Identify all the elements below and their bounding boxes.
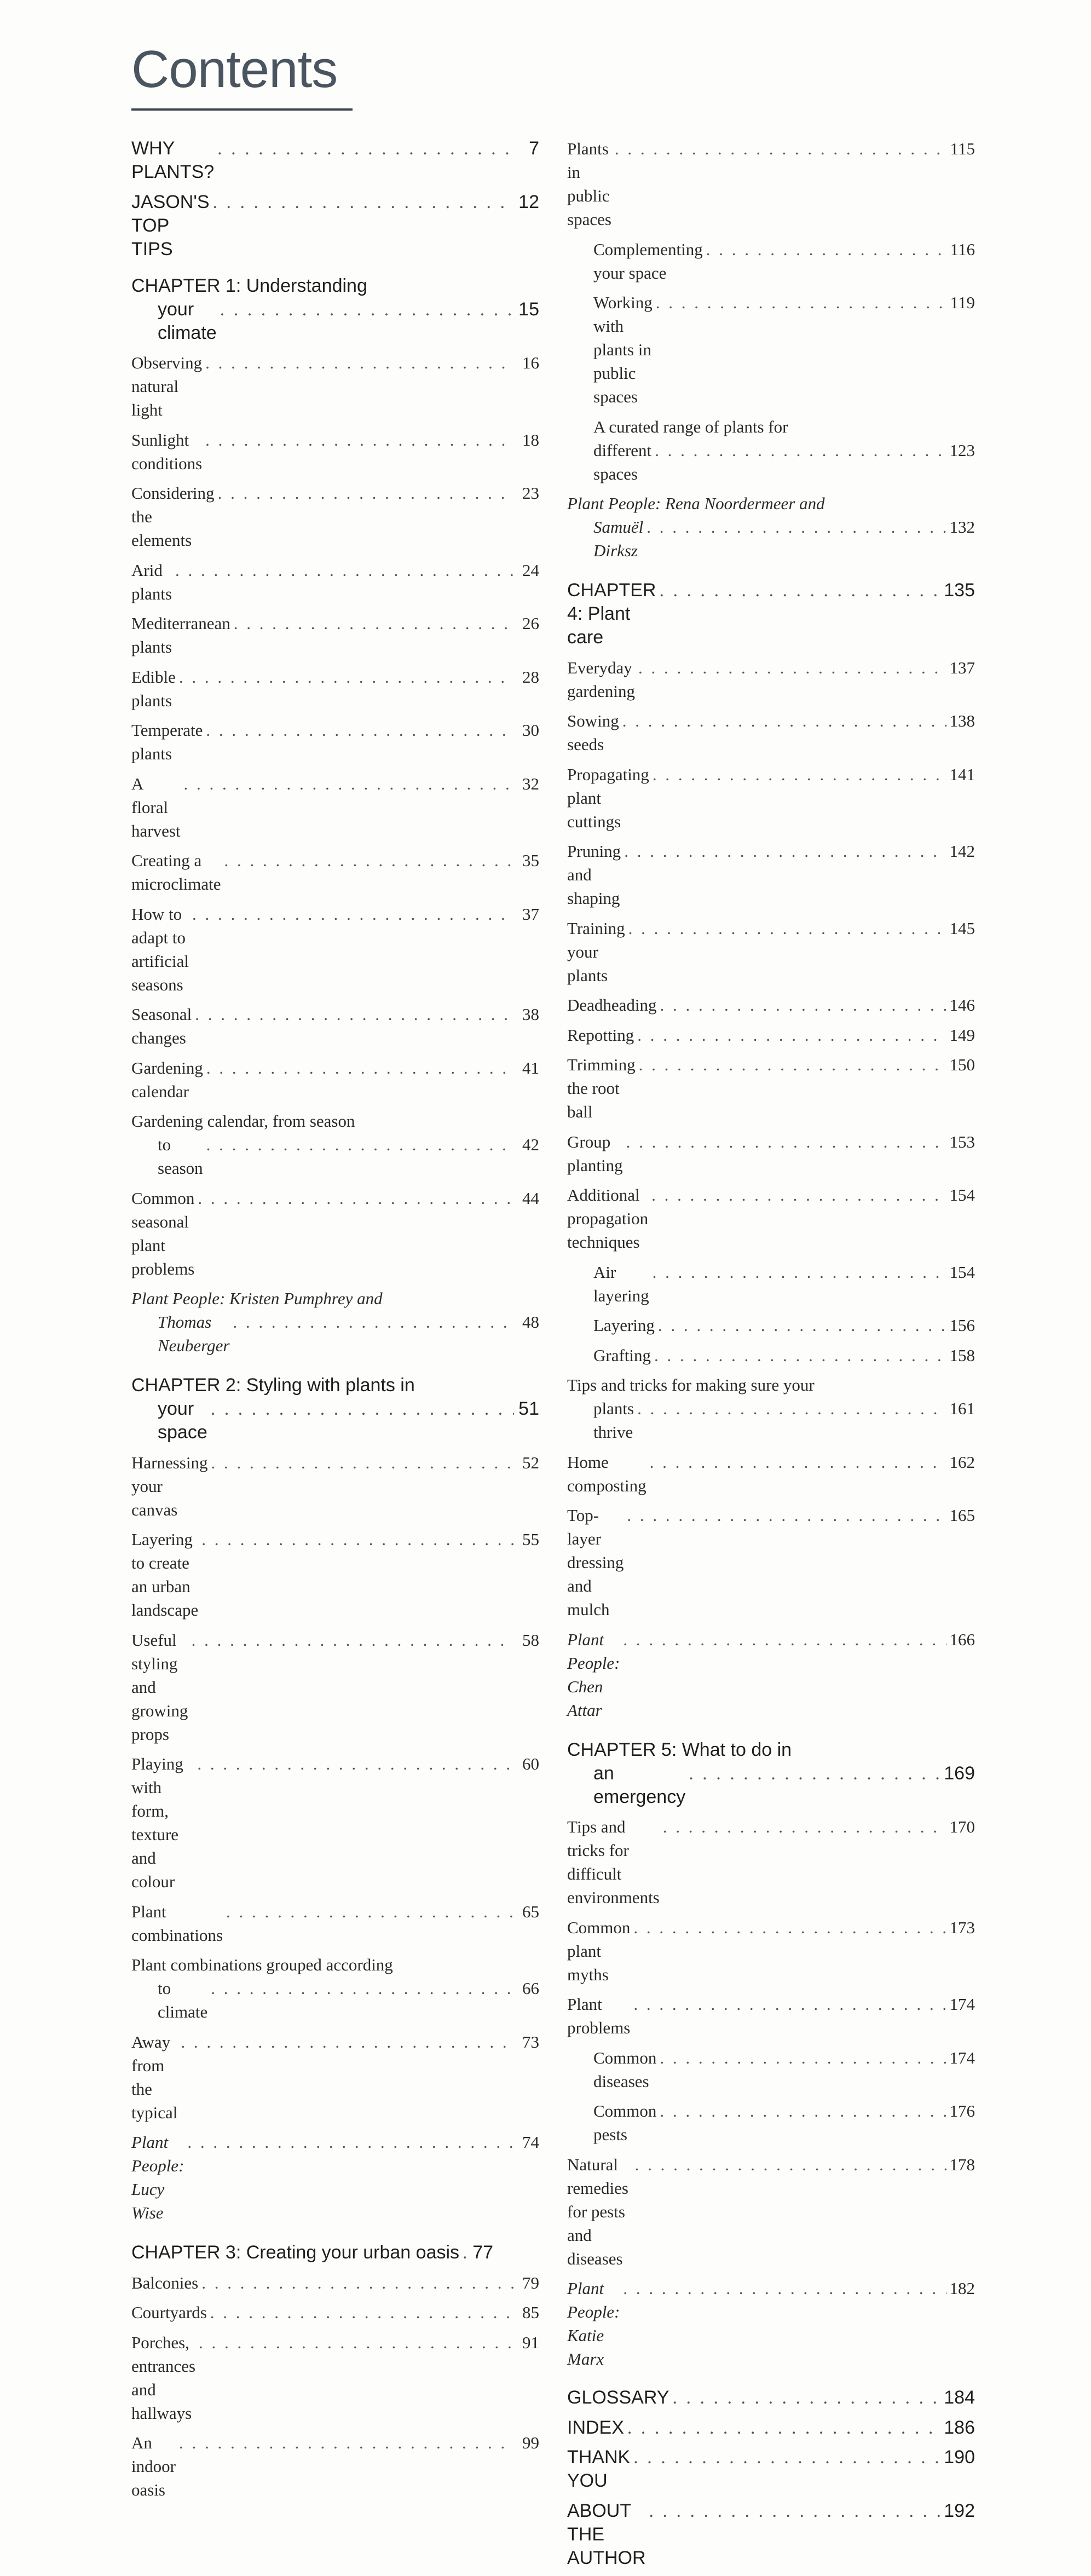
- leader-dots: [226, 1900, 514, 1923]
- page-number: 162: [949, 1452, 975, 1472]
- toc-entry-plant-people[interactable]: Plant People: Lucy Wise . . . 74: [131, 2130, 539, 2225]
- leader-dots: [633, 1916, 946, 1939]
- leader-dots: [211, 1451, 514, 1474]
- page-number: 74: [522, 2133, 539, 2152]
- toc-entry[interactable]: An indoor oasis . . . 99: [131, 2431, 539, 2502]
- leader-dots: [660, 993, 946, 1017]
- leader-dots: [198, 1186, 514, 1210]
- page-number: 28: [522, 667, 539, 687]
- toc-entry[interactable]: Away from the typical . . . 73: [131, 2030, 539, 2124]
- leader-dots: [637, 1023, 946, 1047]
- leader-dots: [628, 917, 946, 940]
- page-number: 38: [522, 1005, 539, 1024]
- leader-dots: [653, 1260, 946, 1284]
- page-number: 154: [949, 1185, 975, 1205]
- leader-dots: [181, 2030, 514, 2054]
- page-number: 18: [522, 430, 539, 449]
- toc-entry[interactable]: Trimming the root ball . . . 150: [567, 1053, 975, 1123]
- toc-subentry[interactable]: Common pests . . . 176: [567, 2099, 975, 2146]
- leader-dots: [220, 298, 514, 321]
- toc-entry-plant-people[interactable]: Plant People: Rena Noordermeer and Samuël Dirksz . . . 132: [567, 492, 975, 562]
- page-number: 173: [949, 1917, 975, 1937]
- page-title: Contents: [131, 40, 338, 99]
- toc-entry[interactable]: Playing with form, texture and colour . . . 60: [131, 1752, 539, 1893]
- leader-dots: [706, 238, 947, 261]
- leader-dots: [623, 2277, 946, 2300]
- page-number: 178: [949, 2154, 975, 2174]
- page-number: 30: [522, 721, 539, 740]
- page-number: 77: [472, 2242, 494, 2263]
- toc-entry[interactable]: Home composting . . . 162: [567, 1450, 975, 1497]
- toc-entry[interactable]: Training your plants . . . 145: [567, 917, 975, 987]
- page-number: 15: [518, 298, 539, 320]
- toc-entry-plant-people[interactable]: Plant People: Chen Attar . . . 166: [567, 1628, 975, 1722]
- leader-dots: [639, 1053, 946, 1076]
- toc-entry[interactable]: A floral harvest . . . 32: [131, 772, 539, 843]
- toc-entry[interactable]: Observing natural light . . . 16: [131, 351, 539, 422]
- leader-dots: [627, 2416, 940, 2440]
- leader-dots: [660, 2046, 946, 2070]
- toc-entry[interactable]: Creating a microclimate . . . 35: [131, 849, 539, 896]
- toc-entry[interactable]: Arid plants . . . 24: [131, 558, 539, 606]
- toc-entry-plant-people[interactable]: Plant People: Kristen Pumphrey and Thomas Neuberger . . . 48: [131, 1287, 539, 1357]
- page-number: 174: [949, 1995, 975, 2014]
- leader-dots: [206, 718, 514, 742]
- toc-entry-wrapped[interactable]: Gardening calendar, from season to season . . . 42: [131, 1109, 539, 1180]
- leader-dots: [205, 351, 514, 374]
- leader-dots: [615, 137, 947, 160]
- toc-entry[interactable]: Useful styling and growing props . . . 58: [131, 1628, 539, 1746]
- toc-entry-top-tips[interactable]: JASON'S TOP TIPS . . . 12: [131, 191, 539, 261]
- toc-entry[interactable]: Natural remedies for pests and diseases . . . 178: [567, 2153, 975, 2270]
- leader-dots: [179, 2431, 514, 2454]
- leader-dots: [624, 839, 946, 863]
- page-number: 119: [950, 293, 975, 312]
- page-number: 60: [522, 1754, 539, 1773]
- page-number: 145: [949, 918, 975, 938]
- toc-entry[interactable]: Seasonal changes . . . 38: [131, 1002, 539, 1050]
- page-number: 85: [522, 2303, 539, 2322]
- leader-dots: [192, 1628, 514, 1652]
- leader-dots: [205, 428, 514, 452]
- leader-dots: [184, 772, 514, 796]
- leader-dots: [659, 579, 940, 602]
- toc-entry[interactable]: Layering to create an urban landscape . . . 55: [131, 1528, 539, 1622]
- page-number: 176: [949, 2101, 975, 2120]
- page-number: 32: [522, 774, 539, 793]
- leader-dots: [650, 1450, 946, 1474]
- toc-chapter-5[interactable]: CHAPTER 5: What to do in an emergency . . . 169: [567, 1738, 975, 1809]
- leader-dots: [689, 1762, 940, 1785]
- toc-subentry-wrapped[interactable]: A curated range of plants for different spaces . . . 123: [567, 415, 975, 486]
- leader-dots: [649, 2499, 941, 2523]
- page-number: 174: [949, 2048, 975, 2067]
- title-underline: [131, 108, 353, 111]
- page-number: 115: [950, 139, 975, 158]
- page-number: 137: [949, 658, 975, 677]
- leader-dots: [622, 709, 946, 733]
- leader-dots: [199, 2331, 514, 2354]
- leader-dots: [211, 1976, 514, 2000]
- leader-dots: [654, 1344, 946, 1367]
- page-number: 91: [522, 2332, 539, 2352]
- leader-dots: [210, 2301, 514, 2324]
- leader-dots: [672, 2386, 940, 2410]
- page-number: 154: [949, 1262, 975, 1282]
- leader-dots: [206, 1133, 514, 1156]
- page-number: 73: [522, 2032, 539, 2051]
- leader-dots: [197, 1752, 514, 1776]
- leader-dots: [217, 137, 514, 160]
- toc-entry[interactable]: Edible plants . . . 28: [131, 665, 539, 712]
- toc-entry[interactable]: Everyday gardening . . . 137: [567, 656, 975, 703]
- toc-chapter-4[interactable]: CHAPTER 4: Plant care . . . 135: [567, 579, 975, 649]
- page-number: 116: [950, 239, 975, 259]
- toc-entry[interactable]: Common seasonal plant problems . . . 44: [131, 1186, 539, 1281]
- toc-subentry[interactable]: Complementing your space . . . 116: [567, 238, 975, 285]
- page-number: 146: [949, 995, 975, 1015]
- toc-entry[interactable]: Courtyards . . . 85: [131, 2301, 539, 2324]
- page-number: 12: [518, 191, 539, 212]
- page-number: 182: [949, 2279, 975, 2298]
- page-number: 142: [949, 842, 975, 861]
- page-number: 141: [949, 764, 975, 784]
- toc-entry[interactable]: Considering the elements . . . 23: [131, 481, 539, 552]
- toc-subentry[interactable]: Air layering . . . 154: [567, 1260, 975, 1307]
- leader-dots: [660, 2099, 946, 2123]
- leader-dots: [635, 2153, 946, 2176]
- page-number: 165: [949, 1506, 975, 1525]
- leader-dots: [175, 558, 514, 582]
- toc-entry[interactable]: Pruning and shaping . . . 142: [567, 839, 975, 910]
- leader-dots: [211, 1397, 514, 1421]
- page-number: 190: [944, 2447, 975, 2468]
- leader-dots: [195, 1002, 514, 1026]
- toc-entry-index[interactable]: INDEX . . . 186: [567, 2416, 975, 2440]
- leader-dots: [218, 481, 514, 505]
- toc-entry[interactable]: Additional propagation techniques . . . 154: [567, 1183, 975, 1254]
- leader-dots: [206, 1056, 514, 1080]
- leader-dots: [638, 656, 946, 679]
- toc-entry[interactable]: Plant problems . . . 174: [567, 1992, 975, 2039]
- page-number: 51: [518, 1398, 539, 1419]
- page-number: 79: [522, 2273, 539, 2292]
- page-number: 41: [522, 1058, 539, 1077]
- toc-entry-glossary[interactable]: GLOSSARY . . . 184: [567, 2386, 975, 2410]
- page-number: 132: [949, 517, 975, 537]
- leader-dots: [224, 849, 514, 872]
- toc-entry-wrapped[interactable]: Plant combinations grouped according to climate . . . 66: [131, 1953, 539, 2024]
- page-number: 65: [522, 1901, 539, 1921]
- toc-subentry[interactable]: Layering . . . 156: [567, 1313, 975, 1337]
- leader-dots: [201, 1528, 514, 1551]
- page-number: 161: [949, 1399, 975, 1418]
- page-number: 156: [949, 1316, 975, 1335]
- page-number: 184: [944, 2387, 975, 2408]
- leader-dots: [653, 763, 946, 786]
- page-number: 16: [522, 353, 539, 372]
- page-number: 44: [522, 1188, 539, 1208]
- toc-entry[interactable]: Sowing seeds . . . 138: [567, 709, 975, 756]
- toc-chapter-3[interactable]: CHAPTER 3: Creating your urban oasis . . . 77: [131, 2241, 539, 2264]
- page-number: 24: [522, 560, 539, 580]
- page-number: 150: [949, 1055, 975, 1074]
- toc-entry-thank-you[interactable]: THANK YOU . . . 190: [567, 2446, 975, 2493]
- toc-entry[interactable]: Repotting . . . 149: [567, 1023, 975, 1047]
- toc-entry[interactable]: Tips and tricks for difficult environments . . . 170: [567, 1815, 975, 1909]
- toc-entry-wrapped[interactable]: Tips and tricks for making sure your plants thrive . . . 161: [567, 1373, 975, 1444]
- toc-column-right: [567, 137, 975, 2576]
- leader-dots: [192, 902, 514, 926]
- leader-dots: [463, 2241, 468, 2264]
- toc-entry[interactable]: Plants in public spaces . . . 115: [567, 137, 975, 231]
- toc-chapter-1[interactable]: CHAPTER 1: Understanding your climate . . . 15: [131, 274, 539, 345]
- page-number: 66: [522, 1979, 539, 1998]
- page-number: 42: [522, 1135, 539, 1154]
- page-number: 192: [944, 2500, 975, 2521]
- leader-dots: [656, 291, 947, 314]
- page-number: 135: [944, 580, 975, 601]
- toc-entry[interactable]: How to adapt to artificial seasons . . . 37: [131, 902, 539, 996]
- leader-dots: [646, 515, 946, 539]
- toc-chapter-2[interactable]: CHAPTER 2: Styling with plants in your space . . . 51: [131, 1374, 539, 1444]
- toc-entry-why-plants[interactable]: WHY PLANTS? . . . 7: [131, 137, 539, 184]
- page-number: 169: [944, 1762, 975, 1784]
- leader-dots: [623, 1628, 946, 1651]
- leader-dots: [234, 612, 514, 635]
- page-number: 170: [949, 1817, 975, 1836]
- leader-dots: [663, 1815, 946, 1839]
- toc-entry[interactable]: Temperate plants . . . 30: [131, 718, 539, 765]
- toc-entry[interactable]: Gardening calendar . . . 41: [131, 1056, 539, 1103]
- leader-dots: [655, 439, 946, 462]
- toc-entry[interactable]: Group planting . . . 153: [567, 1130, 975, 1177]
- leader-dots: [627, 1503, 946, 1527]
- page-number: 26: [522, 614, 539, 633]
- page-number: 35: [522, 851, 539, 870]
- page-number: 48: [522, 1312, 539, 1332]
- toc-entry-about-author[interactable]: ABOUT THE AUTHOR . . . 192: [567, 2499, 975, 2570]
- toc-entry[interactable]: Top-layer dressing and mulch . . . 165: [567, 1503, 975, 1621]
- toc-entry[interactable]: Sunlight conditions . . . 18: [131, 428, 539, 475]
- leader-dots: [626, 1130, 946, 1154]
- page-number: 149: [949, 1025, 975, 1045]
- toc-entry[interactable]: Plant combinations . . . 65: [131, 1900, 539, 1947]
- page-number: 138: [949, 711, 975, 730]
- page-number: 186: [944, 2417, 975, 2438]
- toc-subentry[interactable]: Working with plants in public spaces . . . 119: [567, 291, 975, 408]
- page-number: 123: [949, 440, 975, 460]
- toc-entry[interactable]: Propagating plant cuttings . . . 141: [567, 763, 975, 833]
- page-number: 158: [949, 1345, 975, 1365]
- page-number: 55: [522, 1530, 539, 1549]
- leader-dots: [633, 2446, 940, 2469]
- toc-entry[interactable]: Deadheading . . . 146: [567, 993, 975, 1017]
- toc-entry-plant-people[interactable]: Plant People: Katie Marx . . . 182: [567, 2277, 975, 2371]
- page-number: 153: [949, 1132, 975, 1151]
- leader-dots: [187, 2130, 514, 2154]
- toc-subentry[interactable]: Common diseases . . . 174: [567, 2046, 975, 2093]
- toc-entry[interactable]: Mediterranean plants . . . 26: [131, 612, 539, 659]
- page-number: 23: [522, 483, 539, 503]
- leader-dots: [201, 2271, 514, 2295]
- page-number: 99: [522, 2433, 539, 2452]
- leader-dots: [633, 1992, 946, 2016]
- leader-dots: [233, 1310, 514, 1334]
- leader-dots: [213, 191, 514, 214]
- page-number: 37: [522, 904, 539, 924]
- toc-subentry[interactable]: Grafting . . . 158: [567, 1344, 975, 1367]
- page-number: 166: [949, 1629, 975, 1649]
- leader-dots: [179, 665, 514, 689]
- toc-entry[interactable]: Common plant myths . . . 173: [567, 1916, 975, 1986]
- toc-entry[interactable]: Balconies . . . 79: [131, 2271, 539, 2295]
- leader-dots: [658, 1313, 946, 1337]
- toc-entry[interactable]: Harnessing your canvas . . . 52: [131, 1451, 539, 1522]
- page-number: 58: [522, 1630, 539, 1650]
- page-number: 52: [522, 1453, 539, 1472]
- toc-column-left: [131, 137, 539, 2508]
- page-number: 7: [529, 138, 539, 159]
- toc-entry[interactable]: Porches, entrances and hallways . . . 91: [131, 2331, 539, 2425]
- leader-dots: [637, 1397, 946, 1420]
- leader-dots: [651, 1183, 946, 1207]
